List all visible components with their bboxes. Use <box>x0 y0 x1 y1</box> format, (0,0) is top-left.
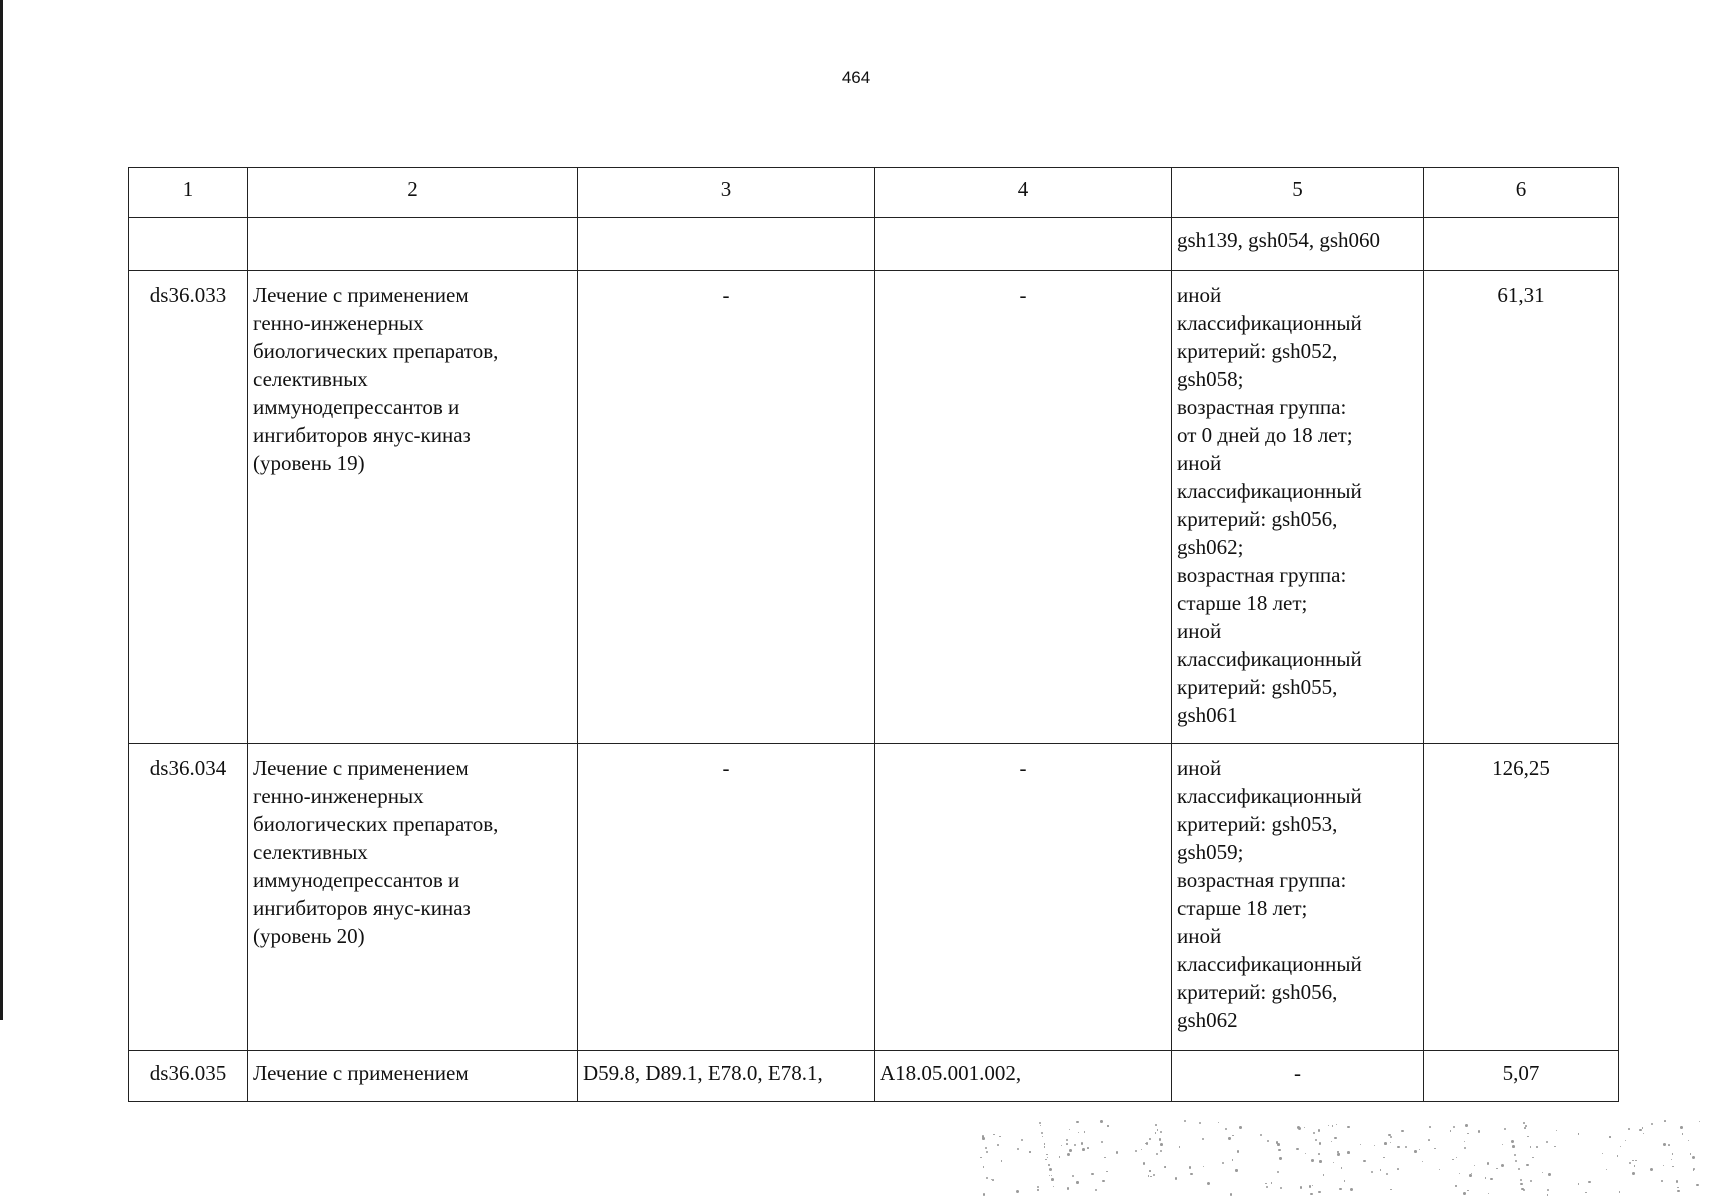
scan-speck <box>1278 1149 1281 1152</box>
scan-speck <box>1496 1168 1498 1170</box>
scan-speck <box>1456 1157 1457 1158</box>
scan-speck <box>1101 1141 1103 1143</box>
scan-speck <box>1606 1169 1607 1170</box>
scan-speck <box>1319 1160 1321 1162</box>
header-cell-5: 5 <box>1172 168 1424 218</box>
scan-speck <box>1107 1125 1108 1126</box>
scan-speck <box>1384 1142 1387 1145</box>
scan-speck <box>1617 1155 1618 1156</box>
scan-speck <box>1315 1139 1318 1142</box>
scan-speck <box>1051 1178 1054 1181</box>
scan-speck <box>1179 1146 1181 1148</box>
scan-speck <box>1067 1153 1070 1156</box>
scan-speck <box>1081 1142 1083 1144</box>
scan-speck <box>1672 1153 1673 1154</box>
scan-speck <box>1341 1167 1342 1168</box>
scan-speck <box>1405 1146 1407 1148</box>
scan-speck <box>1066 1139 1068 1141</box>
scan-speck <box>1078 1132 1079 1133</box>
criteria-cell: - <box>1172 1051 1424 1102</box>
scan-speck <box>1401 1130 1403 1132</box>
services-cell: A18.05.001.002, <box>875 1051 1172 1102</box>
scan-speck <box>1465 1124 1468 1127</box>
scan-speck <box>1439 1169 1440 1170</box>
scan-speck <box>1386 1173 1388 1175</box>
scan-speck <box>1155 1124 1157 1126</box>
scan-speck <box>1680 1126 1683 1129</box>
scan-speck <box>1619 1191 1621 1193</box>
scan-speck <box>1514 1154 1516 1156</box>
scan-speck <box>1515 1160 1517 1162</box>
scan-speck <box>1037 1189 1038 1190</box>
scan-speck <box>1040 1125 1041 1126</box>
scan-speck <box>1076 1181 1078 1183</box>
scan-speck <box>1297 1126 1300 1129</box>
scan-speck <box>1280 1187 1282 1189</box>
scan-speck <box>1383 1157 1384 1158</box>
scan-speck <box>1504 1128 1506 1130</box>
scan-speck <box>1277 1143 1280 1146</box>
scan-speck <box>1091 1173 1093 1175</box>
scan-speck <box>1520 1183 1522 1185</box>
scan-speck <box>1639 1129 1641 1131</box>
scan-speck <box>1526 1164 1529 1167</box>
scan-speck <box>1312 1185 1313 1186</box>
scan-speck <box>1150 1176 1151 1177</box>
name-cell: Лечение с применением генно-инженерных биологических препаратов, селективных иммунодепрессантов и ингибиторов янус-киназ (уровень 19) <box>248 271 578 744</box>
scan-speck <box>1076 1121 1078 1123</box>
coefficient-cell: 61,31 <box>1424 271 1619 744</box>
table-row <box>129 271 1619 744</box>
coefficient-cell: 126,25 <box>1424 744 1619 1051</box>
scan-speck <box>1222 1162 1224 1164</box>
scan-speck <box>1017 1148 1019 1150</box>
scan-speck <box>1588 1181 1591 1184</box>
scan-speck <box>1228 1137 1230 1139</box>
scan-speck <box>1339 1188 1341 1190</box>
scan-speck <box>983 1193 985 1195</box>
scan-speck <box>1643 1133 1644 1134</box>
scan-speck <box>1165 1166 1166 1167</box>
scan-speck <box>1157 1129 1159 1131</box>
scan-speck <box>1232 1135 1234 1137</box>
scan-speck <box>1397 1146 1400 1149</box>
scan-speck <box>1318 1129 1321 1132</box>
scan-speck <box>1042 1136 1043 1137</box>
scan-speck <box>1334 1137 1336 1139</box>
scan-speck <box>1069 1149 1072 1152</box>
scan-speck <box>999 1136 1001 1138</box>
scan-speck <box>1554 1146 1556 1148</box>
scan-speck <box>1082 1148 1085 1151</box>
scan-speck <box>1237 1150 1239 1152</box>
scan-speck <box>1677 1190 1680 1193</box>
scan-speck <box>1069 1129 1070 1130</box>
scan-speck <box>1218 1122 1219 1123</box>
code-cell <box>129 218 248 271</box>
coefficient-cell <box>1424 218 1619 271</box>
scan-speck <box>1390 1136 1392 1138</box>
scan-speck <box>1207 1182 1210 1185</box>
scan-speck <box>1277 1171 1279 1173</box>
scan-speck <box>1397 1168 1399 1170</box>
scan-speck <box>1159 1138 1162 1141</box>
scan-speck <box>1676 1180 1679 1183</box>
scan-speck <box>1260 1134 1262 1136</box>
scan-speck <box>1459 1173 1460 1174</box>
scan-speck <box>993 1134 995 1136</box>
scan-speck <box>1102 1180 1104 1182</box>
scan-speck <box>1016 1190 1019 1193</box>
table-header-row <box>129 168 1619 218</box>
scan-speck <box>1478 1130 1481 1133</box>
scan-speck <box>1318 1191 1320 1193</box>
scan-speck <box>1039 1122 1041 1124</box>
scan-speck <box>1419 1149 1420 1150</box>
services-cell: - <box>875 744 1172 1051</box>
scan-speck <box>1175 1177 1178 1180</box>
diagnoses-cell: - <box>578 271 875 744</box>
scan-speck <box>1148 1175 1150 1177</box>
scan-speck <box>985 1147 987 1149</box>
scan-speck <box>1690 1153 1691 1154</box>
scan-speck <box>1682 1133 1683 1134</box>
scan-speck <box>1266 1186 1268 1188</box>
scan-speck <box>997 1144 999 1146</box>
scan-speck <box>1360 1144 1361 1145</box>
scan-speck <box>1578 1133 1580 1135</box>
scan-speck <box>982 1137 985 1140</box>
services-cell <box>875 218 1172 271</box>
scan-speck <box>1578 1183 1579 1184</box>
scan-speck <box>1487 1162 1490 1165</box>
scan-speck <box>1518 1168 1520 1170</box>
header-cell-1: 1 <box>129 168 248 218</box>
scan-speck <box>1116 1151 1118 1153</box>
scan-speck <box>986 1177 988 1179</box>
scan-speck <box>1225 1128 1227 1130</box>
scan-speck <box>1202 1138 1204 1140</box>
scan-speck <box>1041 1132 1043 1134</box>
scan-speck <box>1347 1126 1349 1128</box>
scan-speck <box>1239 1126 1242 1129</box>
scan-speck <box>1067 1187 1069 1189</box>
scan-speck <box>1095 1189 1097 1191</box>
scan-speck <box>1414 1150 1417 1153</box>
scan-speck <box>1464 1141 1465 1142</box>
scan-speck <box>1467 1190 1468 1191</box>
scan-speck <box>1084 1131 1086 1133</box>
scan-speck <box>1104 1157 1106 1159</box>
diagnoses-cell <box>578 218 875 271</box>
scan-speck <box>1046 1154 1048 1156</box>
scan-speck <box>1488 1193 1489 1194</box>
scan-speck <box>1350 1188 1353 1191</box>
scan-speck <box>1511 1140 1514 1143</box>
scan-speck <box>1632 1172 1635 1175</box>
table-row <box>129 744 1619 1051</box>
scan-speck <box>1074 1144 1076 1146</box>
header-cell-3: 3 <box>578 168 875 218</box>
scan-speck <box>1149 1138 1151 1140</box>
scan-speck <box>1696 1184 1699 1187</box>
scan-speck <box>1072 1175 1075 1178</box>
scan-speck <box>1141 1149 1142 1150</box>
scan-speck <box>1512 1145 1515 1148</box>
scan-speck <box>1651 1123 1654 1126</box>
scan-speck <box>1672 1166 1674 1168</box>
scan-speck <box>1527 1136 1529 1138</box>
tariff-table <box>128 167 1619 1102</box>
header-cell-6: 6 <box>1424 168 1619 218</box>
scan-speck <box>1380 1169 1382 1171</box>
scan-speck <box>1524 1127 1526 1129</box>
scan-speck <box>1464 1147 1466 1149</box>
scan-speck <box>1632 1160 1634 1162</box>
scan-speck <box>1661 1180 1663 1182</box>
scan-speck <box>1634 1165 1636 1167</box>
scan-speck <box>1467 1133 1468 1134</box>
scan-speck <box>1333 1162 1334 1163</box>
scan-speck <box>1155 1132 1156 1133</box>
scan-speck <box>1523 1122 1525 1124</box>
scan-speck <box>1450 1130 1451 1131</box>
header-cell-2: 2 <box>248 168 578 218</box>
scan-speck <box>1305 1153 1307 1155</box>
scan-speck <box>1699 1121 1700 1122</box>
scan-speck <box>1530 1146 1532 1148</box>
scan-speck <box>1160 1143 1163 1146</box>
scan-speck <box>1319 1142 1322 1145</box>
scan-speck <box>1609 1136 1610 1137</box>
scan-speck <box>1547 1194 1548 1195</box>
scan-speck <box>1585 1192 1587 1194</box>
scan-speck <box>1556 1130 1557 1131</box>
scan-speck <box>1049 1168 1052 1171</box>
scan-speck <box>992 1179 994 1181</box>
page-number: 464 <box>841 68 871 87</box>
scan-speck <box>1422 1161 1423 1162</box>
scan-speck <box>1323 1174 1325 1176</box>
header-cell-4: 4 <box>875 168 1172 218</box>
scan-speck <box>1347 1151 1350 1154</box>
scan-speck <box>1536 1146 1538 1148</box>
code-cell: ds36.033 <box>129 271 248 744</box>
scan-left-edge <box>0 0 3 1020</box>
name-cell: Лечение с применением <box>248 1051 578 1102</box>
scan-speck <box>1344 1180 1346 1182</box>
scan-speck <box>1235 1169 1237 1171</box>
coefficient-cell: 5,07 <box>1424 1051 1619 1102</box>
scan-speck <box>1135 1150 1137 1152</box>
scan-speck <box>1546 1141 1548 1143</box>
scan-speck <box>1267 1140 1269 1142</box>
scan-speck <box>1664 1120 1666 1122</box>
scan-speck <box>1547 1189 1549 1191</box>
scan-speck <box>1542 1172 1543 1173</box>
scan-speck <box>1049 1175 1050 1176</box>
scan-speck <box>1328 1125 1329 1126</box>
scan-speck <box>1045 1159 1046 1160</box>
services-cell: - <box>875 271 1172 744</box>
scan-speck <box>1184 1120 1186 1122</box>
scan-speck <box>1629 1162 1631 1164</box>
scan-speck <box>1044 1143 1046 1145</box>
scan-speck <box>1271 1182 1273 1184</box>
scan-speck <box>1313 1132 1315 1134</box>
scan-speck <box>1160 1131 1162 1133</box>
scan-speck <box>1452 1159 1453 1160</box>
scan-speck <box>1688 1140 1689 1141</box>
scan-speck <box>1501 1164 1504 1167</box>
table-row <box>129 1051 1619 1102</box>
scan-speck <box>1190 1173 1192 1175</box>
scan-speck <box>1156 1153 1158 1155</box>
scan-speck <box>1048 1164 1050 1166</box>
scan-speck <box>1318 1153 1320 1155</box>
scan-speck <box>1548 1173 1551 1176</box>
scan-speck <box>1490 1178 1492 1180</box>
scan-speck <box>1532 1157 1533 1158</box>
diagnoses-cell: D59.8, D89.1, E78.0, E78.1, <box>578 1051 875 1102</box>
diagnoses-cell: - <box>578 744 875 1051</box>
scan-speck <box>1635 1160 1636 1161</box>
scan-speck <box>1363 1160 1366 1163</box>
scan-speck <box>1530 1180 1532 1182</box>
code-cell: ds36.035 <box>129 1051 248 1102</box>
scan-speck <box>1668 1144 1670 1146</box>
scan-speck <box>1106 1171 1108 1173</box>
scan-speck <box>1650 1168 1653 1171</box>
scan-speck <box>1001 1160 1003 1162</box>
scan-speck <box>1671 1159 1672 1160</box>
scan-speck <box>1628 1128 1630 1130</box>
scan-speck <box>1199 1122 1201 1124</box>
scan-speck <box>1230 1193 1233 1196</box>
name-cell <box>248 218 578 271</box>
scan-speck <box>1300 1186 1302 1188</box>
scan-speck <box>1153 1174 1155 1176</box>
table-row <box>129 218 1619 271</box>
scan-speck <box>1390 1189 1391 1190</box>
scan-speck <box>1374 1145 1375 1146</box>
scan-speck <box>1061 1145 1062 1146</box>
scan-speck <box>1265 1183 1266 1184</box>
scan-speck <box>1203 1166 1204 1167</box>
scan-speck <box>1331 1141 1332 1142</box>
scan-speck <box>1051 1175 1053 1177</box>
scan-speck <box>1279 1157 1281 1159</box>
scan-speck <box>1053 1186 1054 1187</box>
scan-speck <box>1311 1159 1314 1162</box>
scan-speck <box>1029 1151 1030 1152</box>
scan-speck <box>1428 1139 1430 1141</box>
scan-speck <box>1189 1166 1191 1168</box>
scan-speck <box>1100 1120 1103 1123</box>
name-cell: Лечение с применением генно-инженерных биологических препаратов, селективных иммунодепрессантов и ингибиторов янус-киназ (уровень 20) <box>248 744 578 1051</box>
scan-speck <box>1485 1177 1486 1178</box>
scan-speck <box>1232 1159 1233 1160</box>
scan-speck <box>983 1166 984 1167</box>
criteria-cell: иной классификационный критерий: gsh052, gsh058; возрастная группа: от 0 дней до 18 лет; иной классификационный критерий: gsh056, gsh062; возрастная группа: старше 18 лет; иной классификационный критерий: gsh055, gsh061 <box>1172 271 1424 744</box>
scan-speck <box>1047 1157 1048 1158</box>
scan-speck <box>1642 1127 1643 1128</box>
scan-speck <box>1602 1153 1603 1154</box>
scan-speck <box>1469 1174 1472 1177</box>
scan-speck <box>1453 1126 1455 1128</box>
scan-speck <box>1066 1143 1068 1145</box>
scan-speck <box>1371 1171 1373 1173</box>
scan-speck <box>986 1151 988 1153</box>
scan-speck <box>1502 1144 1503 1145</box>
scan-speck <box>1625 1140 1626 1141</box>
scan-speck <box>980 1157 982 1159</box>
scan-speck <box>1021 1139 1023 1141</box>
scan-speck <box>1434 1148 1436 1150</box>
scan-speck <box>1149 1170 1150 1171</box>
scan-speck <box>1463 1192 1466 1195</box>
scan-speck <box>1620 1146 1621 1147</box>
scan-speck <box>1663 1165 1664 1166</box>
scan-speck <box>1143 1162 1145 1164</box>
scan-speck <box>1037 1186 1039 1188</box>
scan-speck <box>1332 1125 1334 1127</box>
criteria-cell: gsh139, gsh054, gsh060 <box>1172 218 1424 271</box>
scan-speck <box>1677 1187 1678 1188</box>
scan-speck <box>1304 1127 1305 1128</box>
scan-speck <box>1455 1185 1456 1186</box>
scan-speck <box>1087 1147 1089 1149</box>
scan-speck <box>1663 1143 1666 1146</box>
scan-speck <box>1429 1126 1431 1128</box>
scan-speck <box>1059 1156 1061 1158</box>
scan-speck <box>1336 1124 1338 1126</box>
scan-speck <box>1044 1146 1045 1147</box>
scan-speck <box>1520 1179 1522 1181</box>
scan-speck <box>1474 1165 1475 1166</box>
criteria-cell: иной классификационный критерий: gsh053, gsh059; возрастная группа: старше 18 лет; иной классификационный критерий: gsh056, gsh062 <box>1172 744 1424 1051</box>
scan-speck <box>1309 1185 1311 1187</box>
scan-speck <box>1160 1150 1162 1152</box>
code-cell: ds36.034 <box>129 744 248 1051</box>
scan-speck <box>1390 1142 1391 1143</box>
scan-speck <box>1692 1156 1695 1159</box>
scan-speck <box>1296 1148 1298 1150</box>
scan-speck <box>1310 1193 1313 1196</box>
